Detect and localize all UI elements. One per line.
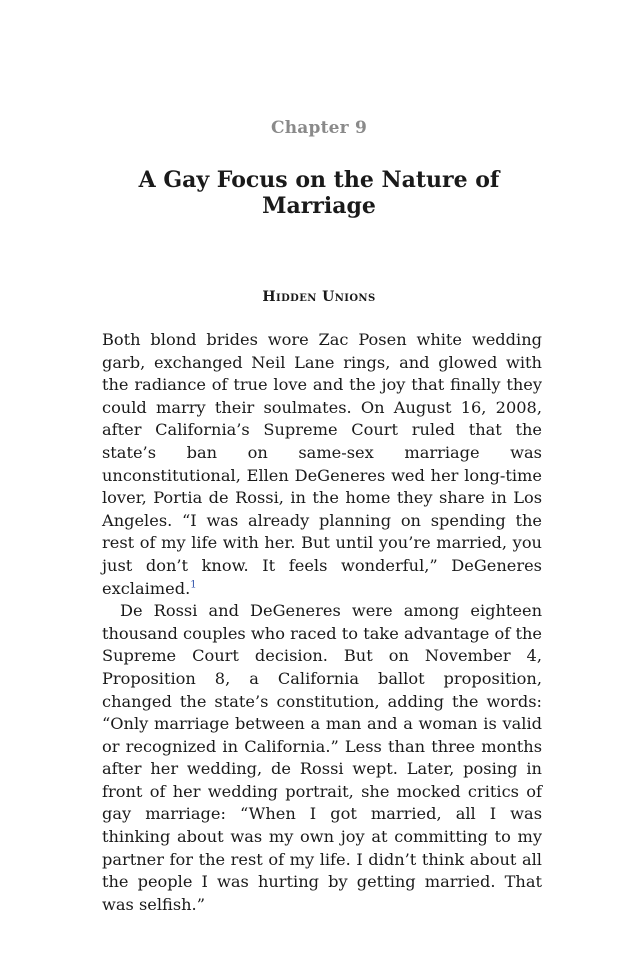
paragraph-2: De Rossi and DeGeneres were among eighteen thousand couples who raced to take advantage of the Supreme Court decision. But on November 4, Proposition 8, a California ballot proposition, changed the state’s constitution, adding the words: “Only marriage between a man and a woman is valid or recognized in California.” Less than three months after her wedding, de Rossi wept. Later, posing in front of her wedding portrait, she mocked critics of gay marriage: “When I got married, all I was thinking about was my own joy at committing to my partner for the rest of my life. I didn’t think about all the people I was hurting by getting married. That was selfish.”	[102, 601, 542, 914]
section-heading: Hidden Unions	[262, 289, 376, 305]
chapter-title: A Gay Focus on the Nature of Marriage	[138, 167, 500, 219]
chapter-label: Chapter 9	[271, 118, 367, 138]
paragraph-1	[102, 329, 542, 600]
footnote-link[interactable]: 1	[190, 579, 197, 591]
body-text	[102, 329, 542, 916]
paragraph-1-text: Both blond brides wore Zac Posen white wedding garb, exchanged Neil Lane rings, and glowed with the radiance of true love and the joy that finally they could marry their soulmates. On August 16, 2008, after California’s Supreme Court ruled that the state’s ban on same-sex marriage was unconstitutional, Ellen DeGeneres wed her long-time lover, Portia de Rossi, in the home they share in Los Angeles. “I was already planning on spending the rest of my life with her. But until you’re married, you just don’t know. It feels wonderful,” DeGeneres exclaimed.	[102, 330, 542, 598]
